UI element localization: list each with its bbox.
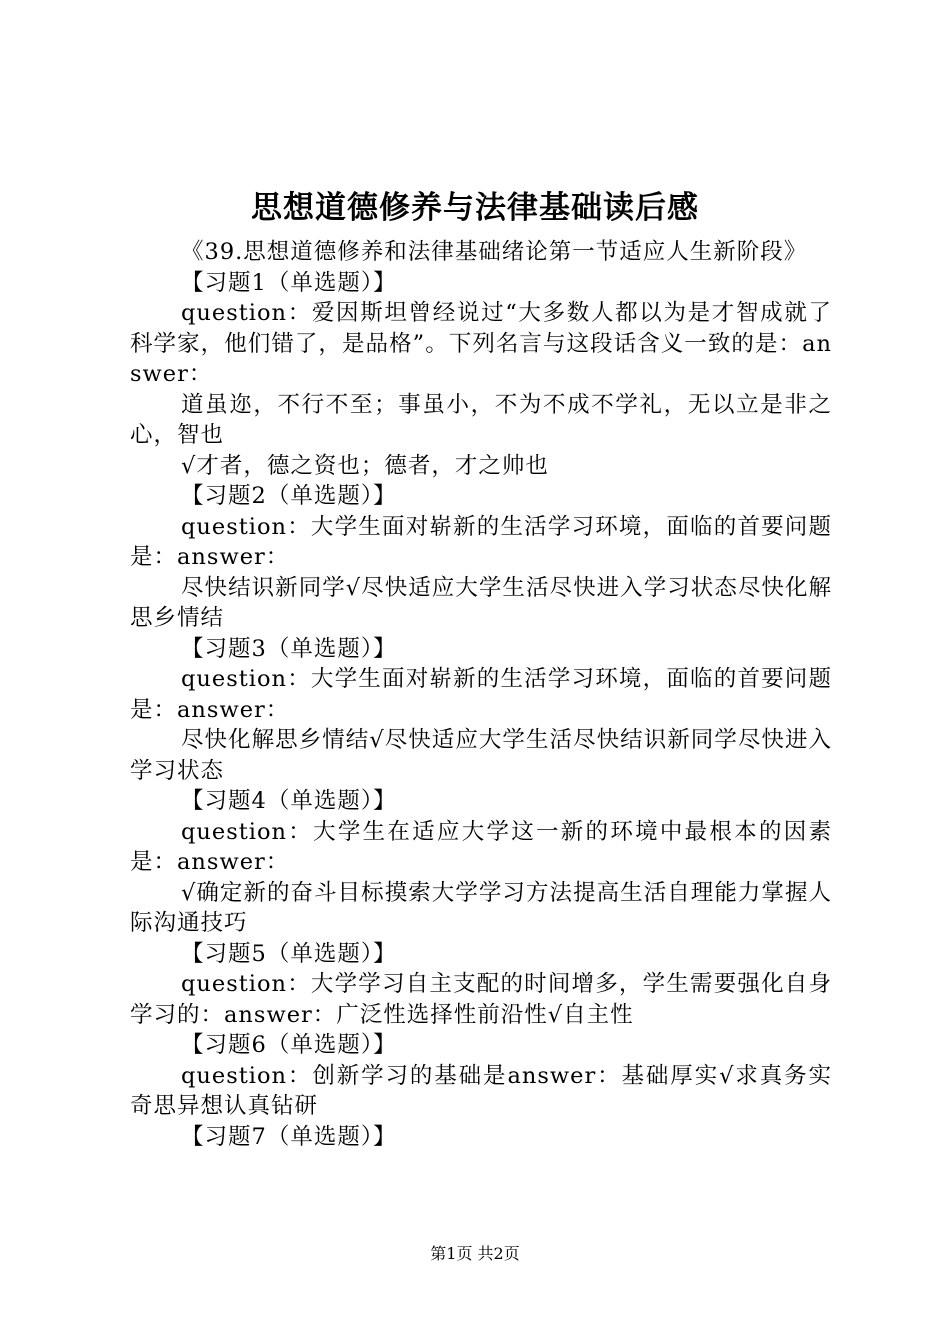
page-footer: 第1页 共2页 (430, 1244, 520, 1263)
exercise-2-heading: 【习题2（单选题）】 (181, 483, 397, 509)
exercise-4-options: √确定新的奋斗目标摸索大学学习方法提高生活自理能力掌握人际沟通技巧 (130, 879, 832, 936)
exercise-3-heading: 【习题3（单选题）】 (181, 635, 397, 662)
exercise-1-heading: 【习题1（单选题）】 (181, 269, 397, 296)
exercise-4-question: question：大学生在适应大学这一新的环境中最根本的因素是：answer： (130, 818, 832, 875)
exercise-1-answer: √才者，德之资也；德者，才之帅也 (181, 452, 549, 479)
exercise-5-heading: 【习题5（单选题）】 (181, 940, 397, 967)
exercise-1-options: 道虽迩，不行不至；事虽小，不为不成不学礼，无以立是非之心，智也 (130, 391, 832, 448)
exercise-3-options: 尽快化解思乡情结√尽快适应大学生活尽快结识新同学尽快进入学习状态 (130, 727, 832, 784)
exercise-4-heading: 【习题4（单选题）】 (181, 788, 397, 814)
exercise-2-options: 尽快结识新同学√尽快适应大学生活尽快进入学习状态尽快化解思乡情结 (130, 574, 832, 631)
paragraph-source: 《39.思想道德修养和法律基础绪论第一节适应人生新阶段》 (181, 239, 808, 265)
exercise-2-question: question：大学生面对崭新的生活学习环境，面临的首要问题是：answer： (130, 513, 832, 570)
exercise-6-heading: 【习题6（单选题）】 (181, 1032, 397, 1058)
exercise-7-heading: 【习题7（单选题）】 (181, 1123, 397, 1150)
exercise-6-question: question：创新学习的基础是answer：基础厚实√求真务实奇思异想认真钻研 (130, 1062, 832, 1119)
exercise-5-question: question：大学学习自主支配的时间增多，学生需要强化自身学习的：answer：广泛性选择性前沿性√自主性 (130, 971, 832, 1028)
exercise-3-question: question：大学生面对崭新的生活学习环境，面临的首要问题是：answer： (130, 666, 832, 723)
document-title: 思想道德修养与法律基础读后感 (251, 190, 699, 226)
document-body (130, 237, 832, 1152)
exercise-1-question: question：爱因斯坦曾经说过“大多数人都以为是才智成就了科学家，他们错了，是品格”。下列名言与这段话含义一致的是：answer： (130, 300, 832, 387)
